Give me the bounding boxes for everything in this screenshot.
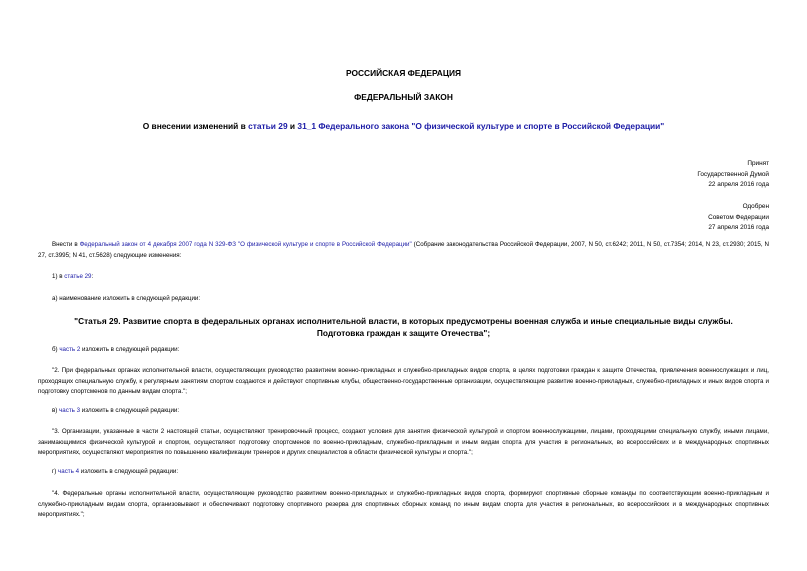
item-1	[38, 272, 769, 283]
item-v-pre: в)	[52, 407, 60, 414]
article-heading-line-2: Подготовка граждан к защите Отечества";	[316, 328, 491, 338]
intro-post: (Собрание законодательства Российской Федерации, 2007, N 50, ст.6242; 2011, N 50, ст.7354; 2014, N 23, ст.2930; 2015, N 27, ст.3995; N 41, ст.5628) следующие изменения:	[38, 241, 769, 259]
title-text-pre: О внесении изменений в	[142, 121, 249, 131]
approved-body: Советом Федерации	[708, 213, 769, 221]
approved-label: Одобрен	[742, 203, 769, 210]
item-b-post: изложить в следующей редакции:	[80, 346, 180, 353]
article-29-heading	[38, 315, 769, 339]
item-1-link[interactable]: статье 29	[64, 273, 92, 280]
intro-paragraph	[38, 240, 769, 261]
accepted-label: Принят	[747, 160, 769, 167]
item-1-post: :	[91, 273, 94, 280]
approved-date: 27 апреля 2016 года	[708, 224, 769, 232]
accepted-body: Государственной Думой	[697, 170, 769, 178]
item-g-post: изложить в следующей редакции:	[79, 468, 179, 475]
paragraph-part-3: "3. Организации, указанные в части 2 настоящей статьи, осуществляют тренировочный процесс, создают условия для занятия физической культурой и спортом военнослужащими, лицами, проходящими специальную службу, иными лицами, занимающимися физической культурой и спортом, осуществляют подготовку спортсменов по военно-прикладным, служебно-прикладным и иным видам спорта для участия в региональных, во всероссийских и в международных спортивных мероприятиях, осуществляют мероприятия по повышению квалификации тренеров и других специалистов в области физической культуры и спорта.";	[38, 428, 769, 457]
paragraph-part-2: "2. При федеральных органах исполнительной власти, осуществляющих руководство развитием военно-прикладных и служебно-прикладных видов спорта, в целях подготовки граждан к защите Отечества, привлечения военнослужащих и лиц, проходящих специальную службу, к регулярным занятиям спортом создаются и действуют спортивные клубы, общественно-государственные организации, осуществляющие развитие военно-прикладных, служебно-прикладных и иных видов спорта и подготовку спортсменов по данным видам спорта.";	[38, 367, 769, 396]
item-v	[38, 406, 769, 417]
item-v-post: изложить в следующей редакции:	[80, 407, 180, 414]
country-heading: РОССИЙСКАЯ ФЕДЕРАЦИЯ	[345, 68, 462, 78]
article-heading-line-1: "Статья 29. Развитие спорта в федеральных органах исполнительной власти, в которых предусмотрены военная служба и иные специальные виды службы.	[74, 316, 733, 326]
item-g-pre: г)	[52, 468, 59, 475]
item-b-pre: б)	[52, 346, 60, 353]
item-a: а) наименование изложить в следующей редакции:	[52, 295, 201, 302]
item-b	[38, 345, 769, 356]
item-g	[38, 467, 769, 478]
title-text-and: и	[287, 121, 298, 131]
paragraph-part-4: "4. Федеральные органы исполнительной власти, осуществляющие руководство развитием военно-прикладных и служебно-прикладных видов спорта, формируют спортивные сборные команды по соответствующим военно-прикладным и служебно-прикладным видам спорта, организовывают и обеспечивают подготовку спортивного резерва для спортивных сборных команд по иным видам спорта для участия в региональных, во всероссийских и в международных спортивных мероприятиях.";	[38, 490, 769, 519]
intro-pre: Внести в	[52, 241, 80, 248]
doc-type-heading: ФЕДЕРАЛЬНЫЙ ЗАКОН	[354, 92, 453, 102]
item-g-link[interactable]: часть 4	[58, 468, 80, 475]
intro-law-link[interactable]: Федеральный закон от 4 декабря 2007 года N 329-ФЗ "О физической культуре и спорте в Российской Федерации"	[79, 241, 412, 248]
approved-block	[708, 202, 769, 234]
item-b-link[interactable]: часть 2	[59, 346, 81, 353]
item-v-link[interactable]: часть 3	[59, 407, 81, 414]
item-1-pre: 1) в	[52, 273, 65, 280]
title-link-article-29[interactable]: статьи 29	[248, 121, 288, 131]
law-title	[0, 121, 807, 131]
accepted-block	[697, 159, 769, 191]
accepted-date: 22 апреля 2016 года	[708, 181, 769, 189]
title-link-article-31-1[interactable]: 31_1 Федерального закона "О физической культуре и спорте в Российской Федерации"	[297, 121, 665, 131]
